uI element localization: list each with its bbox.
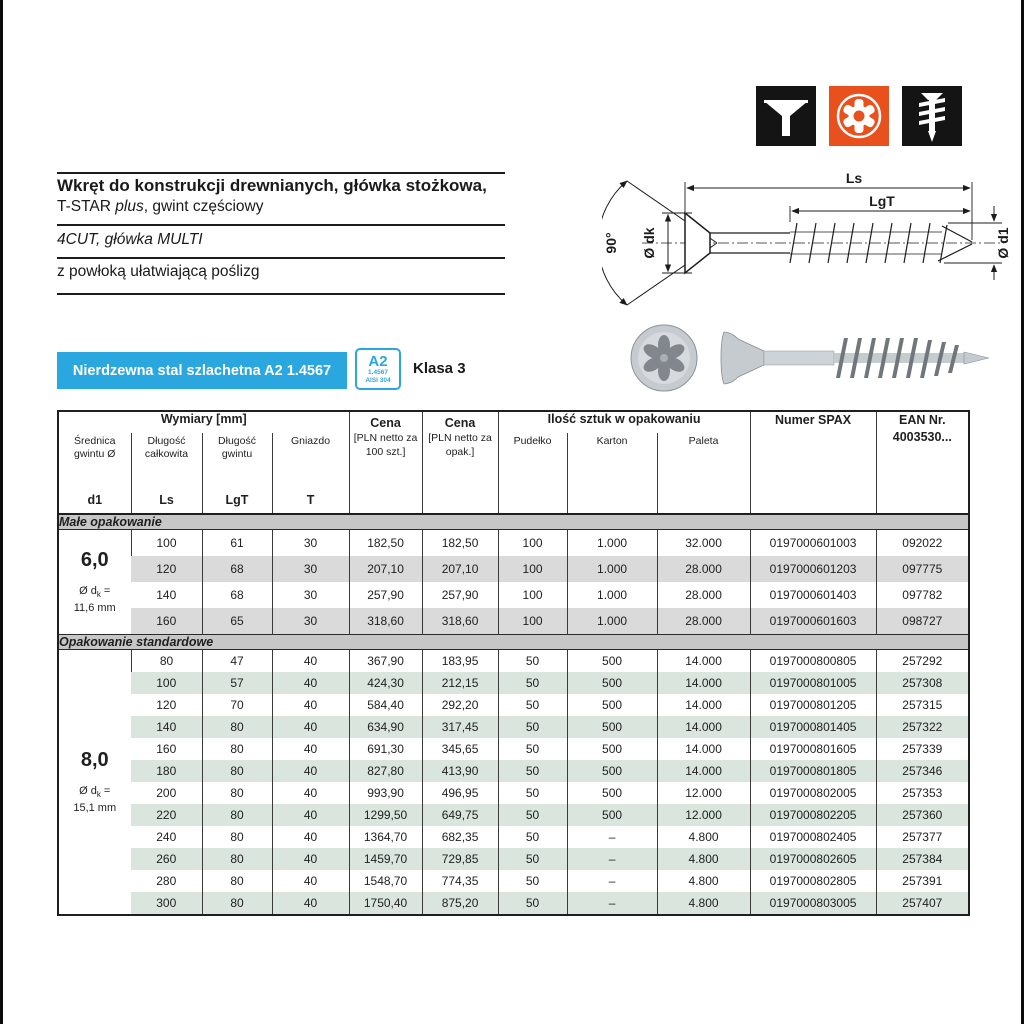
cell: 30 <box>272 530 349 557</box>
cell: 100 <box>131 530 202 557</box>
cell: 50 <box>498 892 567 915</box>
cell: 68 <box>202 582 272 608</box>
diameter-group-cell: 6,0 Ø $d_k$ = 11,6 mm <box>58 530 131 635</box>
table-row <box>58 650 969 673</box>
cell: 634,90 <box>349 716 422 738</box>
cell: – <box>567 892 657 915</box>
header-numer-spax: Numer SPAX <box>750 411 876 514</box>
cell: 0197000802805 <box>750 870 876 892</box>
cell: 14.000 <box>657 672 750 694</box>
cell: 80 <box>202 804 272 826</box>
cell: 80 <box>131 650 202 673</box>
cell: 257353 <box>876 782 969 804</box>
cell: 80 <box>202 782 272 804</box>
cell: 100 <box>498 608 567 635</box>
cell: 500 <box>567 716 657 738</box>
lgt-sub: Długość gwintu <box>218 435 256 461</box>
cell: 68 <box>202 556 272 582</box>
cell: 240 <box>156 830 177 844</box>
gniazdo-sym: T <box>306 493 315 507</box>
badge-a2: A2 <box>368 353 388 370</box>
cell: 40 <box>272 650 349 673</box>
cena2-sub: [PLN netto za opak.] <box>428 432 492 458</box>
cell: 140 <box>156 588 177 602</box>
cell: 160 <box>156 742 177 756</box>
feature-line-coating: z powłoką ułatwiającą poślizg <box>57 263 260 280</box>
badge-14567: 1.4567 <box>368 369 388 376</box>
table-row <box>58 870 969 892</box>
product-title: Wkręt do konstrukcji drewnianych, główka stożkowa, <box>57 176 487 195</box>
cell: 1750,40 <box>349 892 422 915</box>
karton-label: Karton <box>596 435 628 447</box>
cell: 65 <box>202 608 272 635</box>
cell: 61 <box>202 530 272 557</box>
cell: 827,80 <box>349 760 422 782</box>
subtitle-suffix: , gwint częściowy <box>143 198 264 215</box>
cell: 120 <box>156 698 177 712</box>
subtitle-prefix: T-STAR <box>57 198 116 215</box>
cell: 200 <box>156 786 177 800</box>
cell: 70 <box>202 694 272 716</box>
cell: 774,35 <box>422 870 498 892</box>
rule-3 <box>57 257 505 259</box>
cell: 100 <box>498 556 567 582</box>
table-row <box>58 556 969 582</box>
cell: 50 <box>498 870 567 892</box>
cell: 257,90 <box>349 582 422 608</box>
cell: 500 <box>567 650 657 673</box>
table-row <box>58 760 969 782</box>
badge-aisi: AISI 304 <box>365 376 391 384</box>
cell: 257339 <box>876 738 969 760</box>
cell: 1.000 <box>567 582 657 608</box>
cell: 0197000801205 <box>750 694 876 716</box>
cell: 12.000 <box>657 782 750 804</box>
table-row <box>58 582 969 608</box>
cell: 0197000803005 <box>750 892 876 915</box>
cell: 0197000601003 <box>750 530 876 557</box>
cell: 500 <box>567 672 657 694</box>
cell: 14.000 <box>657 694 750 716</box>
cell: 57 <box>202 672 272 694</box>
cell: 182,50 <box>422 530 498 557</box>
cell: 1.000 <box>567 530 657 557</box>
cell: 50 <box>498 650 567 673</box>
table-row <box>58 782 969 804</box>
cell: 207,10 <box>349 556 422 582</box>
cell: 50 <box>498 826 567 848</box>
cell: 292,20 <box>422 694 498 716</box>
product-feature-icons <box>756 86 962 146</box>
table-row <box>58 892 969 915</box>
screw-head-profile <box>685 213 710 273</box>
cell: 50 <box>498 672 567 694</box>
cell: 691,30 <box>349 738 422 760</box>
cena2-title: Cena <box>444 416 476 430</box>
table-row <box>58 738 969 760</box>
angle-label: 90° <box>603 232 619 254</box>
cell: 682,35 <box>422 826 498 848</box>
header-gniazdo <box>272 433 349 514</box>
cell: – <box>567 848 657 870</box>
cell: 1.000 <box>567 608 657 635</box>
cell: 4.800 <box>657 826 750 848</box>
header-pudelko <box>498 433 567 514</box>
cell: 413,90 <box>422 760 498 782</box>
cell: 317,45 <box>422 716 498 738</box>
header-ean <box>876 411 969 514</box>
ls-sym: Ls <box>159 493 174 507</box>
cell: 207,10 <box>422 556 498 582</box>
cell: 40 <box>272 870 349 892</box>
cell: 0197000801405 <box>750 716 876 738</box>
ean-line1: EAN Nr. <box>899 413 946 427</box>
cell: 257360 <box>876 804 969 826</box>
cell: 100 <box>498 582 567 608</box>
cell: 500 <box>567 782 657 804</box>
cell: 1.000 <box>567 556 657 582</box>
cell: 50 <box>498 782 567 804</box>
t-star-plus-icon <box>829 86 889 146</box>
cell: 257,90 <box>422 582 498 608</box>
table-row <box>58 804 969 826</box>
srednica-sym: d1 <box>87 493 103 507</box>
cena1-title: Cena <box>370 416 401 430</box>
cena1-sub: [PLN netto za 100 szt.] <box>353 432 418 458</box>
cell: 257377 <box>876 826 969 848</box>
cell: 50 <box>498 716 567 738</box>
cell: 80 <box>202 760 272 782</box>
cell: 098727 <box>876 608 969 635</box>
cell: 80 <box>202 738 272 760</box>
cell: 424,30 <box>349 672 422 694</box>
cell: 50 <box>498 738 567 760</box>
cell: 40 <box>272 694 349 716</box>
cell: 40 <box>272 716 349 738</box>
cell: 318,60 <box>349 608 422 635</box>
cell: 280 <box>156 874 177 888</box>
cell: 097775 <box>876 556 969 582</box>
cell: 4.800 <box>657 848 750 870</box>
cell: 367,90 <box>349 650 422 673</box>
screw-dimension-drawing <box>602 168 1016 320</box>
screw-photo <box>612 318 1012 398</box>
cell: 80 <box>202 892 272 915</box>
cell: 28.000 <box>657 608 750 635</box>
cell: 4.800 <box>657 870 750 892</box>
cell: 1548,70 <box>349 870 422 892</box>
cell: 729,85 <box>422 848 498 870</box>
header-ilosc: Ilość sztuk w opakowaniu <box>498 411 750 433</box>
product-subtitle <box>57 198 517 216</box>
material-banner: Nierdzewna stal szlachetna A2 1.4567 <box>57 352 347 389</box>
cell: – <box>567 870 657 892</box>
cell: 0197000801805 <box>750 760 876 782</box>
cell: 875,20 <box>422 892 498 915</box>
cell: 47 <box>202 650 272 673</box>
cell: 1299,50 <box>349 804 422 826</box>
lgt-label: LgT <box>869 193 895 209</box>
cell: 160 <box>131 608 202 635</box>
header-paleta <box>657 433 750 514</box>
cell: 50 <box>498 848 567 870</box>
cell: 120 <box>131 556 202 582</box>
cell: 212,15 <box>422 672 498 694</box>
diameter-group-cell: 8,0 Ø $d_k$ = 15,1 mm <box>58 650 131 916</box>
table-header <box>58 411 969 514</box>
header-cena-opak <box>422 411 498 514</box>
table-row <box>58 826 969 848</box>
cell: 40 <box>272 782 349 804</box>
klasa-label: Klasa 3 <box>413 360 466 377</box>
gniazdo-sub: Gniazdo <box>290 435 331 447</box>
pudelko-label: Pudełko <box>513 435 552 447</box>
screw-head-top-view <box>631 325 697 391</box>
cell: 14.000 <box>657 650 750 673</box>
a2-steel-badge <box>355 348 401 390</box>
cell: 649,75 <box>422 804 498 826</box>
d1-label: Ø d1 <box>995 227 1011 259</box>
countersunk-head-icon <box>756 86 816 146</box>
cell: 40 <box>272 848 349 870</box>
cell: 0197000802205 <box>750 804 876 826</box>
table-row <box>58 694 969 716</box>
cell: 30 <box>272 608 349 635</box>
rule-2 <box>57 224 505 226</box>
section-bar: Opakowanie standardowe <box>58 635 969 650</box>
cell: 257407 <box>876 892 969 915</box>
cell: 28.000 <box>657 556 750 582</box>
screw-side-view <box>721 332 989 384</box>
cell: 50 <box>498 804 567 826</box>
cell: 257384 <box>876 848 969 870</box>
price-table-body <box>58 514 969 915</box>
paleta-label: Paleta <box>688 435 719 447</box>
cell: 0197000601203 <box>750 556 876 582</box>
cell: 14.000 <box>657 738 750 760</box>
header-karton <box>567 433 657 514</box>
cell: 1364,70 <box>349 826 422 848</box>
cell: 496,95 <box>422 782 498 804</box>
cell: 257292 <box>876 650 969 673</box>
header-wymiary: Wymiary [mm] <box>58 411 349 433</box>
cell: 257391 <box>876 870 969 892</box>
cell: 140 <box>131 716 202 738</box>
dk-label: Ø dk <box>641 227 657 259</box>
header-srednica <box>58 433 131 514</box>
cell: 40 <box>272 804 349 826</box>
cell: 0197000802605 <box>750 848 876 870</box>
price-table <box>57 410 970 916</box>
cell: 40 <box>272 760 349 782</box>
cell: 0197000601403 <box>750 582 876 608</box>
price-table-wrap <box>57 410 970 916</box>
cell: 300 <box>131 892 202 915</box>
cell: 40 <box>272 826 349 848</box>
cell: 257315 <box>876 694 969 716</box>
srednica-sub: Średnica gwintu Ø <box>74 435 116 461</box>
cell: 097782 <box>876 582 969 608</box>
cell: 180 <box>131 760 202 782</box>
cell: 100 <box>131 672 202 694</box>
feature-line-4cut: 4CUT, główka MULTI <box>57 231 203 248</box>
table-row <box>58 608 969 635</box>
cell: 318,60 <box>422 608 498 635</box>
cell: 183,95 <box>422 650 498 673</box>
cell: 30 <box>272 582 349 608</box>
scan-edge-left <box>0 0 3 1024</box>
cell: 182,50 <box>349 530 422 557</box>
cell: 257322 <box>876 716 969 738</box>
cell: 500 <box>567 760 657 782</box>
cell: 257346 <box>876 760 969 782</box>
cell: 0197000802405 <box>750 826 876 848</box>
cell: 80 <box>202 848 272 870</box>
rule-top <box>57 172 505 174</box>
cell: 80 <box>202 870 272 892</box>
cell: 40 <box>272 892 349 915</box>
cell: 50 <box>498 760 567 782</box>
ean-line2: 4003530... <box>892 429 952 444</box>
cell: 500 <box>567 694 657 716</box>
cell: 500 <box>567 804 657 826</box>
ls-sub: Długość całkowita <box>144 435 189 461</box>
header-dlugosc-calkowita <box>131 433 202 514</box>
cell: 257308 <box>876 672 969 694</box>
cell: 345,65 <box>422 738 498 760</box>
subtitle-italic: plus <box>115 198 144 215</box>
cell: 100 <box>498 530 567 557</box>
cell: 12.000 <box>657 804 750 826</box>
cell: 30 <box>272 556 349 582</box>
cell: 14.000 <box>657 760 750 782</box>
table-row <box>58 672 969 694</box>
table-row <box>58 716 969 738</box>
4cut-tip-icon <box>902 86 962 146</box>
cell: 0197000801605 <box>750 738 876 760</box>
section-bar: Małe opakowanie <box>58 514 969 530</box>
cell: 0197000601603 <box>750 608 876 635</box>
cell: 40 <box>272 672 349 694</box>
cell: 0197000802005 <box>750 782 876 804</box>
cell: 584,40 <box>349 694 422 716</box>
cell: 0197000801005 <box>750 672 876 694</box>
cell: 220 <box>131 804 202 826</box>
table-row <box>58 530 969 557</box>
cell: 4.800 <box>657 892 750 915</box>
cell: 14.000 <box>657 716 750 738</box>
cell: 32.000 <box>657 530 750 557</box>
cell: 28.000 <box>657 582 750 608</box>
rule-bottom <box>57 293 505 295</box>
lgt-sym: LgT <box>225 493 249 507</box>
cell: 40 <box>272 738 349 760</box>
cell: – <box>567 826 657 848</box>
cell: 260 <box>131 848 202 870</box>
cell: 993,90 <box>349 782 422 804</box>
cell: 80 <box>202 716 272 738</box>
cell: 1459,70 <box>349 848 422 870</box>
cell: 0197000800805 <box>750 650 876 673</box>
cell: 500 <box>567 738 657 760</box>
ls-label: Ls <box>845 170 863 186</box>
header-dlugosc-gwintu <box>202 433 272 514</box>
cell: 092022 <box>876 530 969 557</box>
header-cena-100 <box>349 411 422 514</box>
cell: 50 <box>498 694 567 716</box>
cell: 80 <box>202 826 272 848</box>
table-row <box>58 848 969 870</box>
